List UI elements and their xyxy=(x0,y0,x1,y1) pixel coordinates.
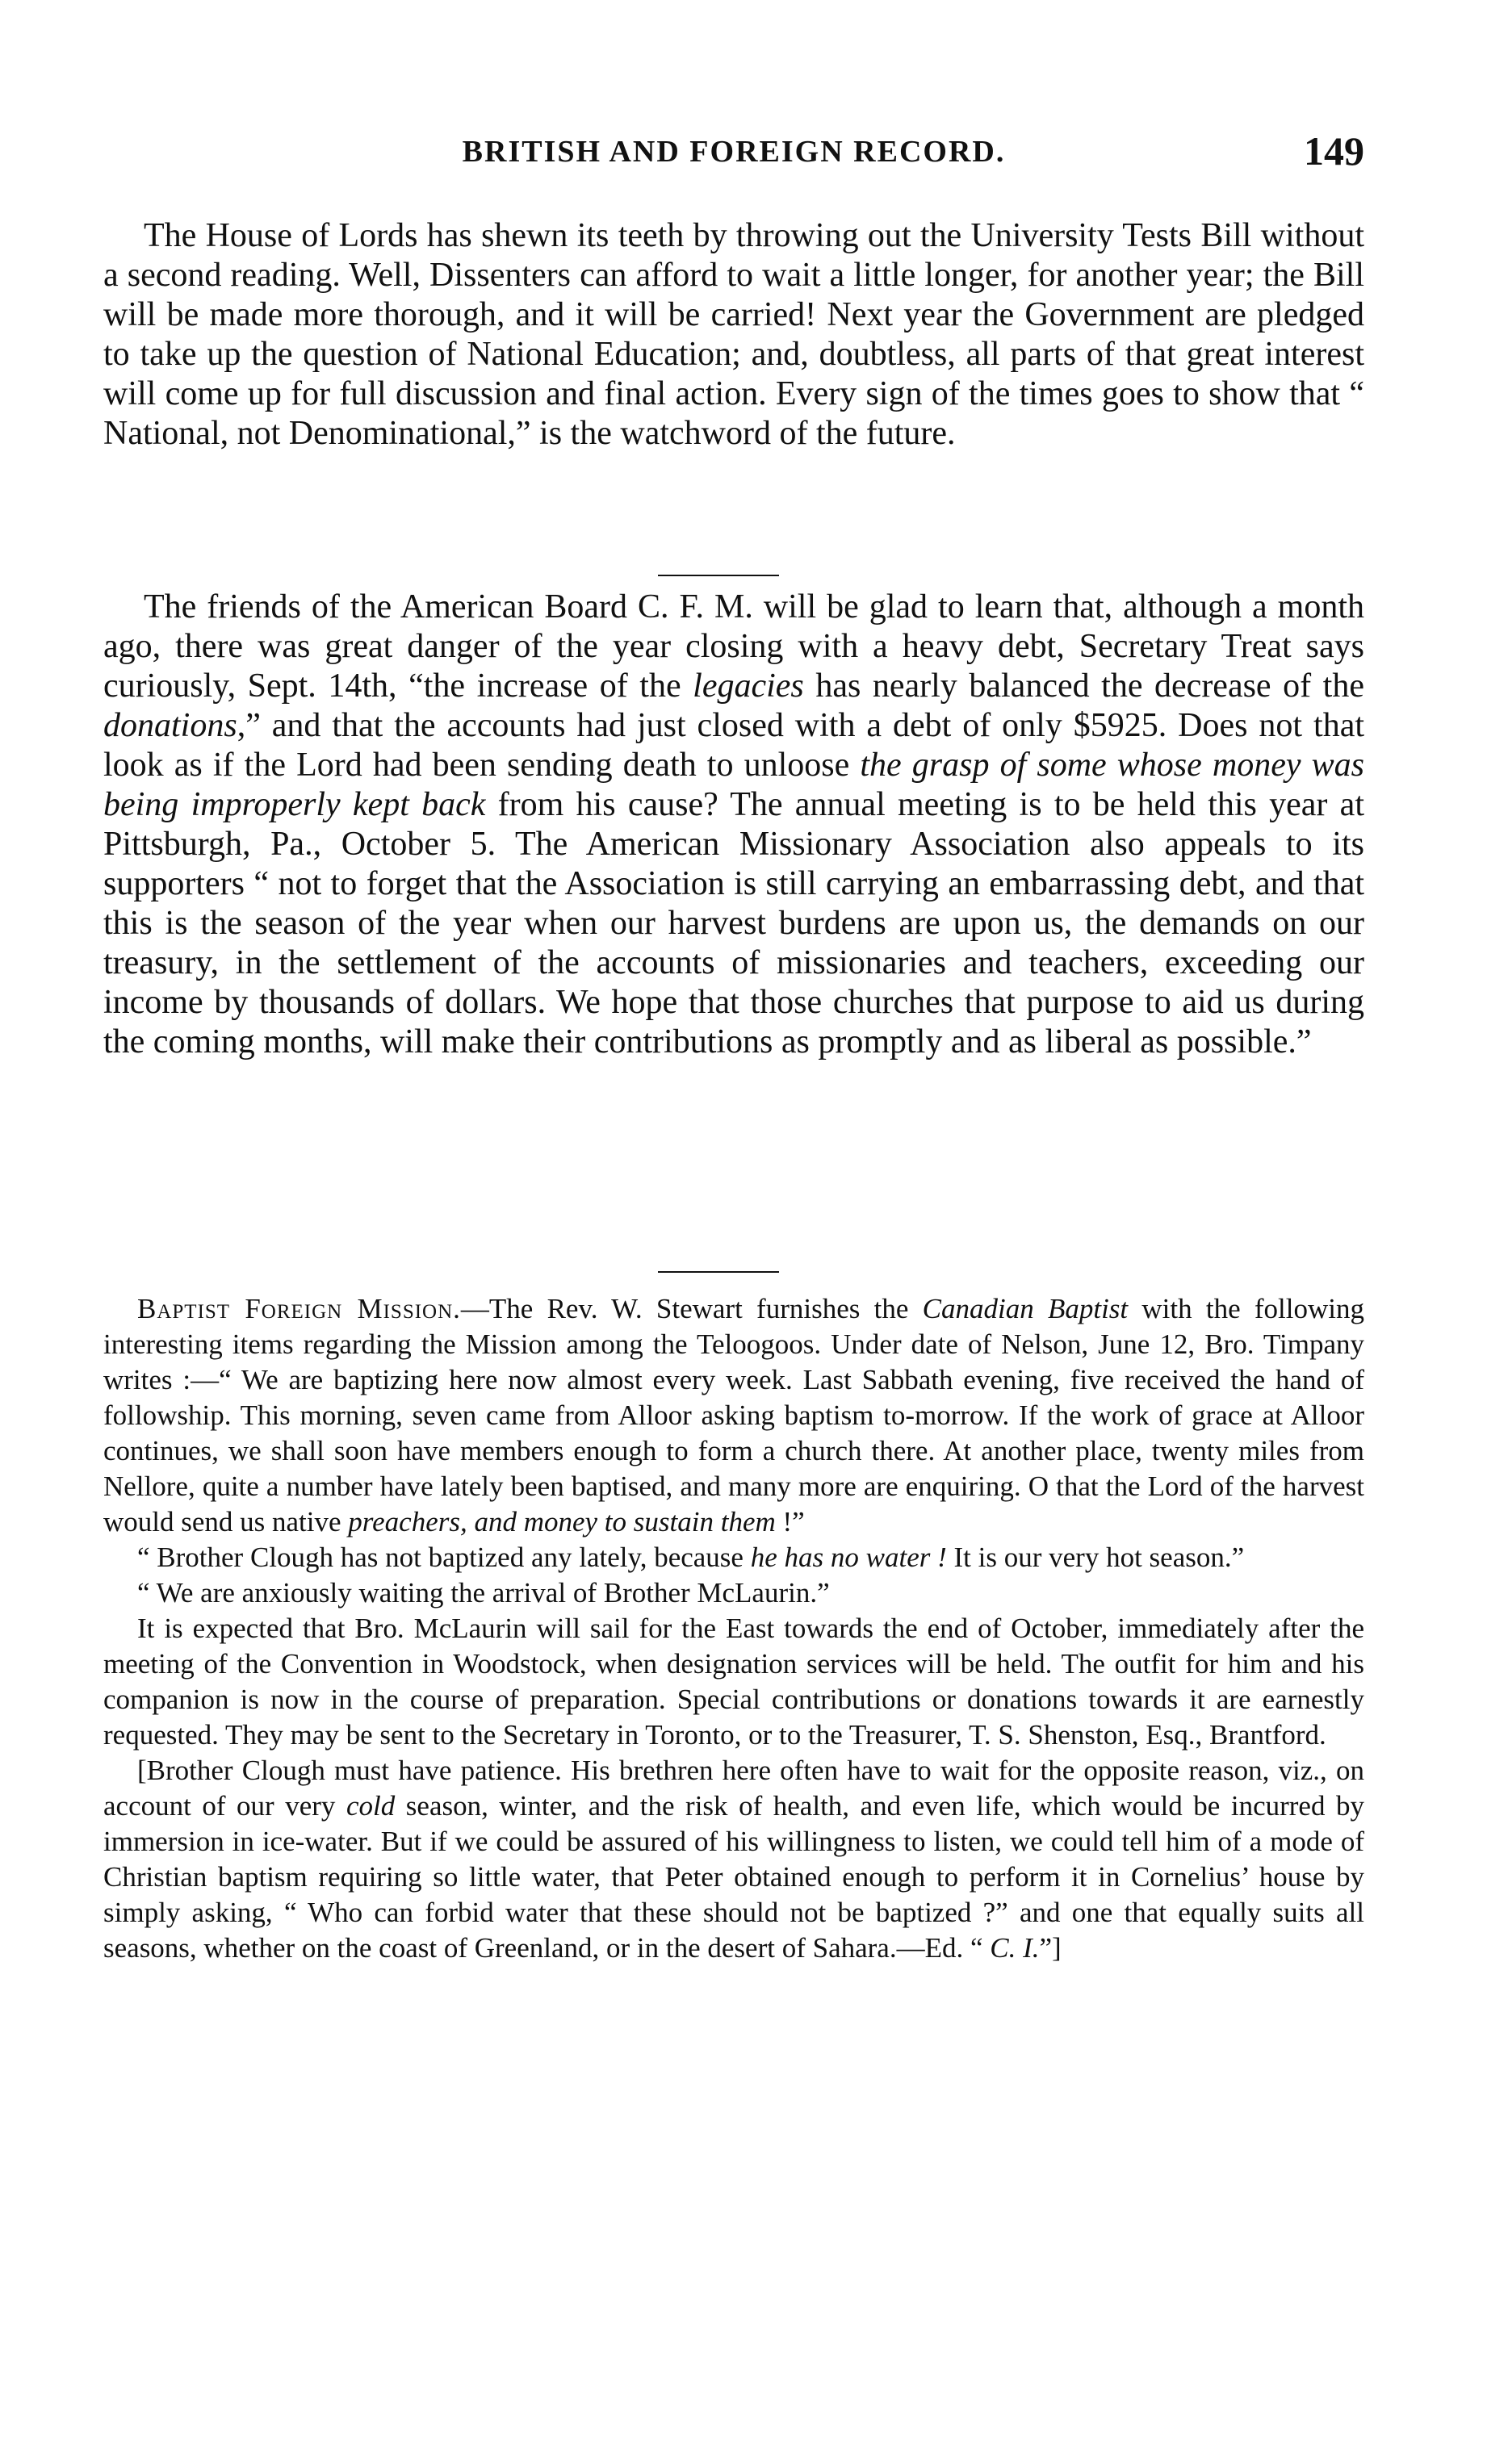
text-run: from his cause? The annual meeting is to be held this year at Pittsburgh, Pa., October 5. The American Missionary Association also appeals to its supporters “ not to forget that the Association is still carrying an embarrassing debt, and that this is the season of the year when our harvest burdens are upon us, the demands on our treasury, in the settlement of the accounts of missionaries and teachers, exceeding our income by thousands of dollars. We hope that those churches that purpose to aid us during the coming months, will make their contributions as promptly and as liberal as possible.” xyxy=(103,786,1364,1060)
text-run: has nearly balanced the decrease of the xyxy=(803,667,1364,705)
paragraph-american-board xyxy=(103,588,1364,1062)
paragraph-university-tests xyxy=(103,216,1364,454)
paragraph-text: The House of Lords has shewn its teeth by throwing out the University Tests Bill without a second reading. Well, Dissenters can afford to wait a little longer, for another year; the Bill will be made more thorough, and it will be carried! Next year the Government are pledged to take up the question of National Education; and, doubtless, all parts of that great interest will come up for full discussion and final action. Every sign of the times goes to show that “ National, not Denominational,” is the watchword of the future. xyxy=(103,217,1364,452)
text-run: —The Rev. W. Stewart furnishes the xyxy=(460,1293,923,1324)
mission-paragraph-5 xyxy=(103,1753,1364,1966)
mission-paragraph-2 xyxy=(103,1540,1364,1575)
page-number: 149 xyxy=(1304,128,1364,174)
mission-paragraph-1 xyxy=(103,1291,1364,1540)
italic-run: he has no water ! xyxy=(750,1542,947,1573)
text-run: !” xyxy=(775,1506,805,1537)
mission-paragraph-4: It is expected that Bro. McLaurin will sail for the East towards the end of October, immediately after the meeting of the Convention in Woodstock, when designation services will be held. The outfit for him and his companion is now in the course of preparation. Special contributions or donations towards it are earnestly requested. They may be sent to the Secretary in Toronto, or to the Treasurer, T. S. Shenston, Esq., Brantford. xyxy=(103,1613,1364,1751)
italic-run: preachers, and money to sustain them xyxy=(348,1506,776,1537)
text-run: ,” and that the accounts had just closed with a debt of only $5925. Does not that look as if the Lord had been sending death to unloose xyxy=(103,707,1364,784)
italic-run: the grasp of some whose money was being improperly kept back xyxy=(103,747,1364,823)
text-run: It is our very hot season.” xyxy=(946,1542,1245,1573)
text-run: with the following interesting items regarding the Mission among the Teloogoos. Under date of Nelson, June 12, Bro. Timpany writes :—“ We are baptizing here now almost every week. Last Sabbath evening, five received the hand of followship. This morning, seven came from Alloor asking baptism to-morrow. If the work of grace at Alloor continues, we shall soon have members enough to form a church there. At another place, twenty miles from Nellore, quite a number have lately been baptised, and many more are enquiring. O that the Lord of the harvest would send us native xyxy=(103,1293,1364,1537)
text-run: The friends of the American Board C. F. M. will be glad to learn that, although a month ago, there was great danger of the year closing with a heavy debt, Secretary Treat says curiously, Sept. 14th, “the increase of the xyxy=(103,588,1364,705)
italic-run: Canadian Baptist xyxy=(922,1293,1129,1324)
section-divider xyxy=(658,1271,779,1273)
italic-run: cold xyxy=(346,1790,396,1822)
paragraph-text xyxy=(103,588,1364,1062)
running-title: BRITISH AND FOREIGN RECORD. xyxy=(462,135,1006,169)
baptist-mission-section xyxy=(103,1291,1364,1966)
text-run: season, winter, and the risk of health, and even life, which would be incurred by immersion in ice-water. But if we could be assured of his willingness to listen, we could tell him of a mode of Christian baptism requiring so little water, that Peter obtained enough to perform it in Cornelius’ house by simply asking, “ Who can forbid water that these should not be baptized ?” and one that equally suits all seasons, whether on the coast of Greenland, or in the desert of Sahara.—Ed. “ xyxy=(103,1790,1364,1964)
section-divider xyxy=(658,575,779,576)
italic-run: legacies xyxy=(693,667,804,705)
running-header xyxy=(103,128,1364,176)
italic-run: C. I. xyxy=(990,1932,1040,1964)
mission-paragraph-3: “ We are anxiously waiting the arrival of Brother McLaurin.” xyxy=(137,1577,830,1609)
text-run: “ Brother Clough has not baptized any lately, because xyxy=(137,1542,751,1573)
text-run: [Brother Clough must have patience. His brethren here often have to wait for the opposite reason, viz., on account of our very xyxy=(103,1755,1364,1822)
text-run: ”] xyxy=(1039,1932,1062,1964)
section-heading: Baptist Foreign Mission. xyxy=(137,1293,461,1324)
italic-run: donations xyxy=(103,707,237,744)
